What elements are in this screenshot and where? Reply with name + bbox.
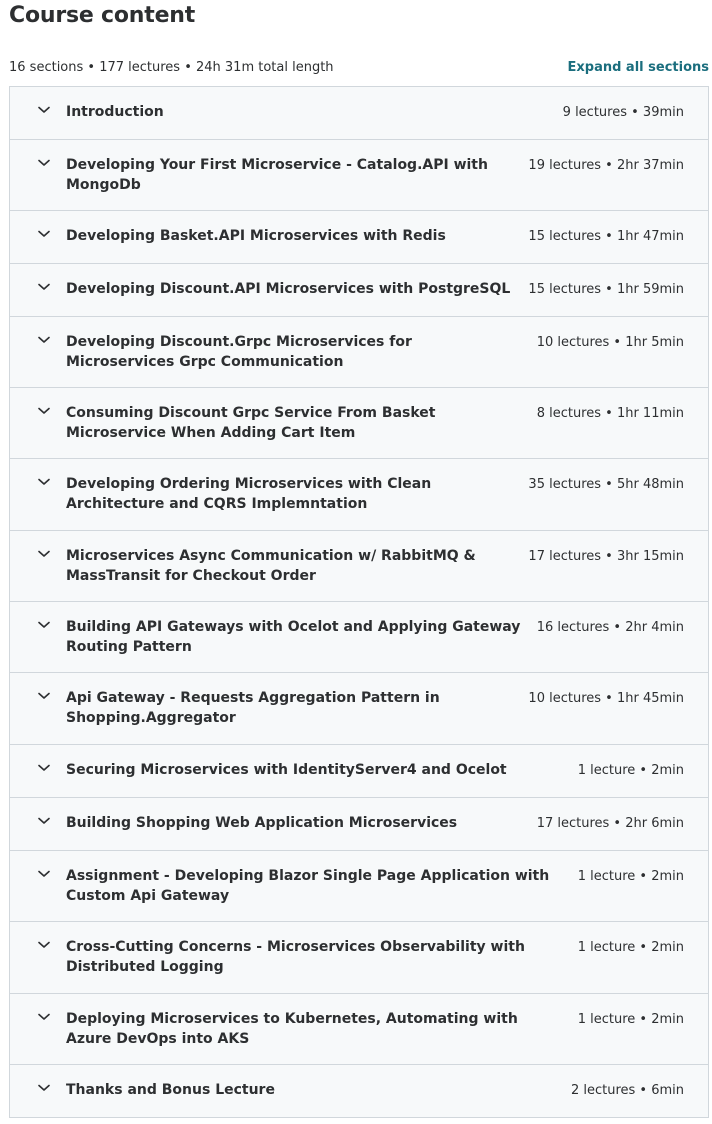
section-title: Developing Discount.API Microservices with PostgreSQL xyxy=(66,281,511,297)
section-title: Cross-Cutting Concerns - Microservices Observability with Distributed Logging xyxy=(66,939,525,975)
course-summary-row xyxy=(9,57,709,77)
course-summary: 16 sections • 177 lectures • 24h 31m total length xyxy=(9,59,334,75)
section-row[interactable] xyxy=(10,264,708,317)
section-row[interactable] xyxy=(10,994,708,1065)
section-title: Consuming Discount Grpc Service From Basket Microservice When Adding Cart Item xyxy=(66,405,436,441)
section-meta: 19 lectures • 2hr 37min xyxy=(528,158,684,173)
section-title: Developing Basket.API Microservices with Redis xyxy=(66,228,446,244)
section-row[interactable] xyxy=(10,211,708,264)
section-meta: 17 lectures • 2hr 6min xyxy=(536,816,684,831)
chevron-down-icon xyxy=(10,1010,66,1021)
section-title: Developing Your First Microservice - Catalog.API with MongoDb xyxy=(66,157,488,193)
section-title: Developing Ordering Microservices with Clean Architecture and CQRS Implemntation xyxy=(66,476,432,512)
chevron-down-icon xyxy=(10,618,66,629)
chevron-down-icon xyxy=(10,103,66,114)
chevron-down-icon xyxy=(10,333,66,344)
section-row[interactable] xyxy=(10,317,708,388)
page-title: Course content xyxy=(9,3,196,28)
section-meta: 10 lectures • 1hr 5min xyxy=(536,335,684,350)
section-title: Api Gateway - Requests Aggregation Pattern in Shopping.Aggregator xyxy=(66,690,440,726)
chevron-down-icon xyxy=(10,689,66,700)
section-meta: 16 lectures • 2hr 4min xyxy=(536,620,684,635)
section-title: Assignment - Developing Blazor Single Page Application with Custom Api Gateway xyxy=(66,868,550,904)
section-title: Building API Gateways with Ocelot and Applying Gateway Routing Pattern xyxy=(66,619,521,655)
section-title: Microservices Async Communication w/ RabbitMQ & MassTransit for Checkout Order xyxy=(66,548,476,584)
section-meta: 10 lectures • 1hr 45min xyxy=(528,691,684,706)
section-meta: 35 lectures • 5hr 48min xyxy=(528,477,684,492)
section-list xyxy=(9,86,709,1118)
chevron-down-icon xyxy=(10,280,66,291)
chevron-down-icon xyxy=(10,404,66,415)
section-row[interactable] xyxy=(10,1065,708,1118)
section-meta: 2 lectures • 6min xyxy=(570,1083,684,1098)
section-meta: 15 lectures • 1hr 59min xyxy=(528,282,684,297)
section-row[interactable] xyxy=(10,745,708,798)
section-row[interactable] xyxy=(10,922,708,994)
section-row[interactable] xyxy=(10,851,708,922)
section-row[interactable] xyxy=(10,388,708,459)
section-row[interactable] xyxy=(10,798,708,851)
section-title: Securing Microservices with IdentityServer4 and Ocelot xyxy=(66,762,507,778)
section-title: Deploying Microservices to Kubernetes, Automating with Azure DevOps into AKS xyxy=(66,1011,518,1047)
section-meta: 1 lecture • 2min xyxy=(577,940,684,955)
section-title: Thanks and Bonus Lecture xyxy=(66,1082,275,1098)
section-row[interactable] xyxy=(10,531,708,602)
section-meta: 15 lectures • 1hr 47min xyxy=(528,229,684,244)
section-title: Developing Discount.Grpc Microservices for Microservices Grpc Communication xyxy=(66,334,412,370)
chevron-down-icon xyxy=(10,547,66,558)
section-title: Introduction xyxy=(66,104,164,120)
chevron-down-icon xyxy=(10,156,66,167)
chevron-down-icon xyxy=(10,475,66,486)
chevron-down-icon xyxy=(10,761,66,772)
chevron-down-icon xyxy=(10,867,66,878)
section-meta: 17 lectures • 3hr 15min xyxy=(528,549,684,564)
section-row[interactable] xyxy=(10,673,708,745)
chevron-down-icon xyxy=(10,938,66,949)
section-title: Building Shopping Web Application Microservices xyxy=(66,815,458,831)
section-row[interactable] xyxy=(10,459,708,531)
section-meta: 1 lecture • 2min xyxy=(577,763,684,778)
chevron-down-icon xyxy=(10,227,66,238)
section-meta: 8 lectures • 1hr 11min xyxy=(536,406,684,421)
section-meta: 9 lectures • 39min xyxy=(562,105,684,120)
section-row[interactable] xyxy=(10,602,708,673)
section-row[interactable] xyxy=(10,87,708,140)
section-meta: 1 lecture • 2min xyxy=(577,869,684,884)
section-meta: 1 lecture • 2min xyxy=(577,1012,684,1027)
chevron-down-icon xyxy=(10,1081,66,1092)
section-row[interactable] xyxy=(10,140,708,211)
chevron-down-icon xyxy=(10,814,66,825)
expand-all-sections-button[interactable]: Expand all sections xyxy=(567,59,709,75)
